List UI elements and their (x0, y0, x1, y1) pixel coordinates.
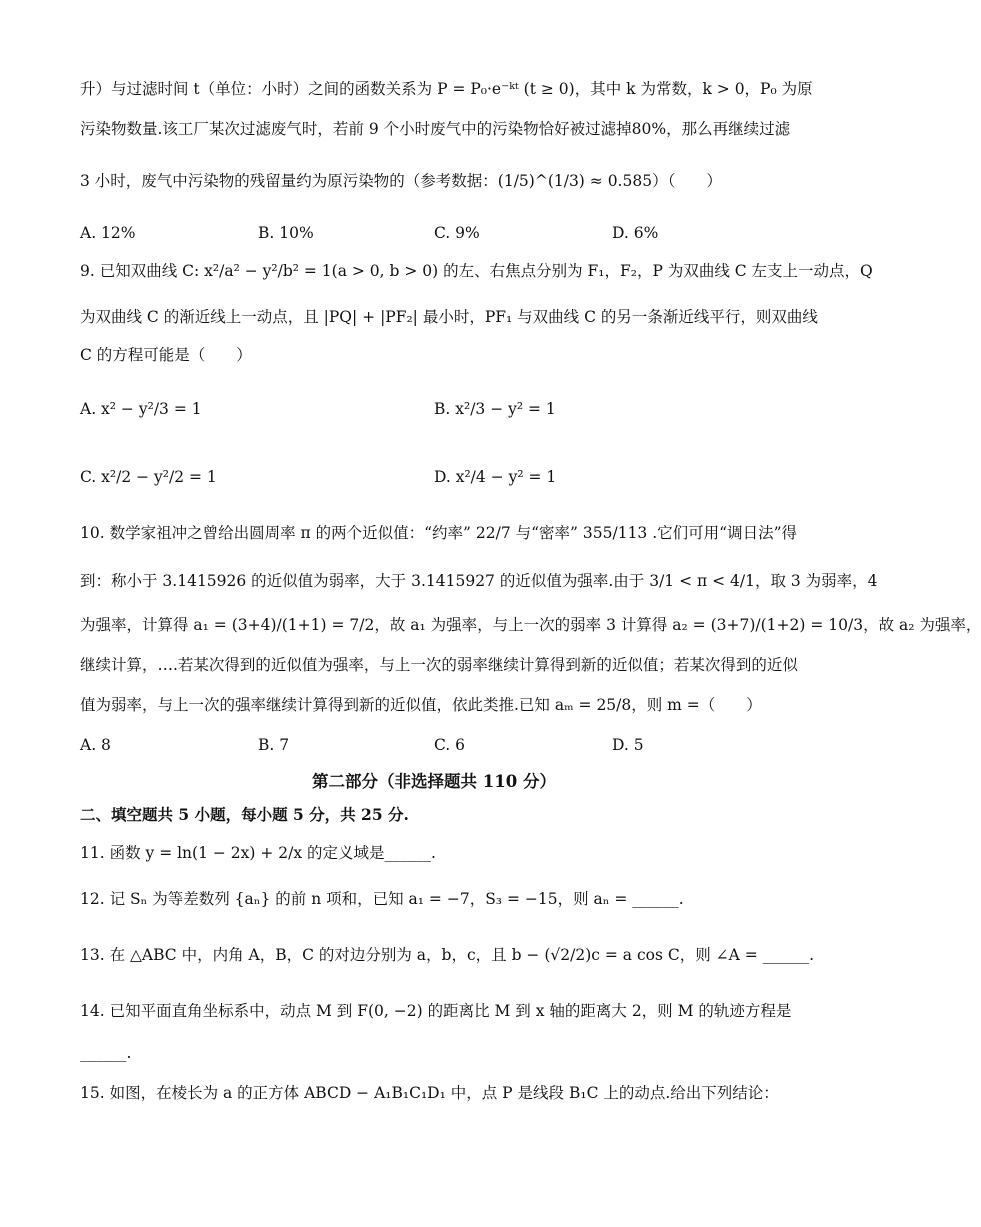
q10-option-d: D. 5 (612, 736, 644, 754)
q9-line-3: C 的方程可能是（ ） (80, 346, 252, 364)
q10-line-2: 到：称小于 3.1415926 的近似值为弱率，大于 3.1415927 的近似值为强率.由于 3/1 < π < 4/1，取 3 为弱率，4 (80, 572, 878, 590)
q9-line-2: 为双曲线 C 的渐近线上一动点，且 |PQ| + |PF₂| 最小时，PF₁ 与双曲线 C 的另一条渐近线平行，则双曲线 (80, 308, 818, 326)
q8-line-2: 污染物数量.该工厂某次过滤废气时，若前 9 个小时废气中的污染物恰好被过滤掉80%，那么再继续过滤 (80, 120, 791, 138)
q9-option-c: C. x²/2 − y²/2 = 1 (80, 468, 217, 486)
q8-option-a: A. 12% (80, 224, 136, 242)
q8-line-1: 升）与过滤时间 t（单位：小时）之间的函数关系为 P = P₀·e⁻ᵏᵗ (t ≥ 0)，其中 k 为常数，k > 0，P₀ 为原 (80, 80, 813, 98)
q13: 13. 在 △ABC 中，内角 A，B，C 的对边分别为 a，b，c，且 b − (√2/2)c = a cos C，则 ∠A = ______. (80, 946, 815, 964)
q8-option-c: C. 9% (434, 224, 480, 242)
q9-line-1: 9. 已知双曲线 C: x²/a² − y²/b² = 1(a > 0, b > 0) 的左、右焦点分别为 F₁，F₂，P 为双曲线 C 左支上一动点，Q (80, 262, 873, 280)
q9-option-b: B. x²/3 − y² = 1 (434, 400, 556, 418)
q9-option-a: A. x² − y²/3 = 1 (80, 400, 202, 418)
q8-option-d: D. 6% (612, 224, 659, 242)
q10-option-b: B. 7 (258, 736, 290, 754)
q10-line-1: 10. 数学家祖冲之曾给出圆周率 π 的两个近似值：“约率” 22/7 与“密率” 355/113 .它们可用“调日法”得 (80, 524, 797, 542)
q15: 15. 如图，在棱长为 a 的正方体 ABCD − A₁B₁C₁D₁ 中，点 P 是线段 B₁C 上的动点.给出下列结论： (80, 1084, 779, 1102)
q10-option-c: C. 6 (434, 736, 466, 754)
q8-line-3: 3 小时，废气中污染物的残留量约为原污染物的（参考数据：(1/5)^(1/3) ≈ 0.585）（ ） (80, 172, 722, 190)
q14-line-1: 14. 已知平面直角坐标系中，动点 M 到 F(0, −2) 的距离比 M 到 x 轴的距离大 2，则 M 的轨迹方程是 (80, 1002, 792, 1020)
q10-line-4: 继续计算，….若某次得到的近似值为强率，与上一次的弱率继续计算得到新的近似值；若某次得到的近似 (80, 656, 798, 674)
q9-option-d: D. x²/4 − y² = 1 (434, 468, 557, 486)
q11: 11. 函数 y = ln(1 − 2x) + 2/x 的定义域是______. (80, 844, 436, 862)
q10-option-a: A. 8 (80, 736, 111, 754)
q8-option-b: B. 10% (258, 224, 314, 242)
q14-line-2: ______. (80, 1044, 132, 1062)
part2-title: 第二部分（非选择题共 110 分） (312, 772, 556, 791)
q12: 12. 记 Sₙ 为等差数列 {aₙ} 的前 n 项和，已知 a₁ = −7，S₃ = −15，则 aₙ = ______. (80, 890, 684, 908)
section2-title: 二、填空题共 5 小题，每小题 5 分，共 25 分. (80, 805, 409, 824)
q10-line-5: 值为弱率，与上一次的强率继续计算得到新的近似值，依此类推.已知 aₘ = 25/8，则 m =（ ） (80, 696, 762, 714)
q10-line-3: 为强率，计算得 a₁ = (3+4)/(1+1) = 7/2，故 a₁ 为强率，与上一次的弱率 3 计算得 a₂ = (3+7)/(1+2) = 10/3，故 a₂ 为强率， (80, 616, 981, 634)
